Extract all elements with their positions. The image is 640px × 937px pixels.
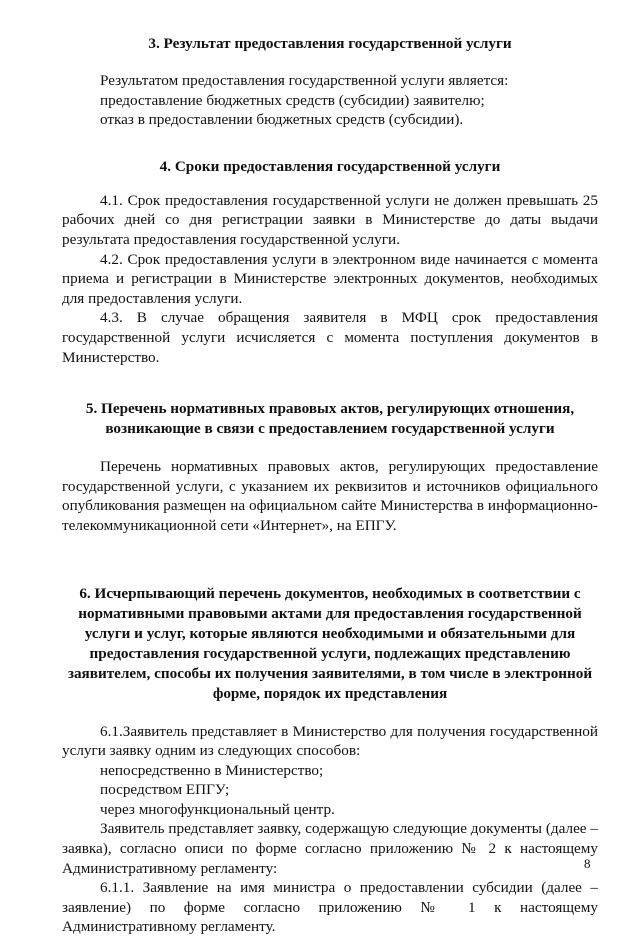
section-6-paragraph: 6.1.1. Заявление на имя министра о предоставлении субсидии (далее – заявление) по форме согласно приложению № 1 к настоящему Административному регламенту. bbox=[62, 878, 598, 937]
section-5-paragraph: Перечень нормативных правовых актов, регулирующих предоставление государственной услуги, с указанием их реквизитов и источников официального опубликования размещен на официальном сайте Министерства в информационно-телекоммуникационной сети «Интернет», на ЕПГУ. bbox=[62, 457, 598, 535]
page-number: 8 bbox=[584, 856, 591, 872]
section-4-body bbox=[62, 191, 598, 367]
section-5-title: 5. Перечень нормативных правовых актов, регулирующих отношения, возникающие в связи с предоставлением государственной услуги bbox=[62, 399, 598, 439]
section-6-title: 6. Исчерпывающий перечень документов, необходимых в соответствии с нормативными правовыми актами для предоставления государственной услуги и услуг, которые являются необходимыми и обязательными для предоставления государственной услуги, подлежащих представлению заявителем, способы их получения заявителями, в том числе в электронной форме, порядок их представления bbox=[62, 584, 598, 704]
section-6-list-item: непосредственно в Министерство; bbox=[62, 761, 598, 781]
section-4-paragraph: 4.2. Срок предоставления услуги в электронном виде начинается с момента приема и регистрации в Министерстве электронных документов, необходимых для предоставления услуги. bbox=[62, 250, 598, 309]
section-4-paragraph: 4.1. Срок предоставления государственной услуги не должен превышать 25 рабочих дней со дня регистрации заявки в Министерстве до даты выдачи результата предоставления государственной услуги. bbox=[62, 191, 598, 250]
section-3-line: отказ в предоставлении бюджетных средств (субсидии). bbox=[62, 110, 598, 130]
section-4-title: 4. Сроки предоставления государственной услуги bbox=[62, 157, 598, 177]
section-4-paragraph: 4.3. В случае обращения заявителя в МФЦ срок предоставления государственной услуги исчисляется с момента поступления документов в Министерство. bbox=[62, 308, 598, 367]
section-3-line: предоставление бюджетных средств (субсидии) заявителю; bbox=[62, 91, 598, 111]
section-3-title: 3. Результат предоставления государственной услуги bbox=[62, 34, 598, 54]
document-page bbox=[62, 34, 598, 937]
section-6-paragraph: Заявитель представляет заявку, содержащую следующие документы (далее – заявка), согласно описи по форме согласно приложению № 2 к настоящему Административному регламенту: bbox=[62, 819, 598, 878]
section-6-list-item: посредством ЕПГУ; bbox=[62, 780, 598, 800]
section-6-paragraph: 6.1.Заявитель представляет в Министерство для получения государственной услуги заявку одним из следующих способов: bbox=[62, 722, 598, 761]
section-6-list-item: через многофункциональный центр. bbox=[62, 800, 598, 820]
section-3-body bbox=[62, 71, 598, 130]
section-3-line: Результатом предоставления государственной услуги является: bbox=[62, 71, 598, 91]
section-5-body bbox=[62, 457, 598, 535]
